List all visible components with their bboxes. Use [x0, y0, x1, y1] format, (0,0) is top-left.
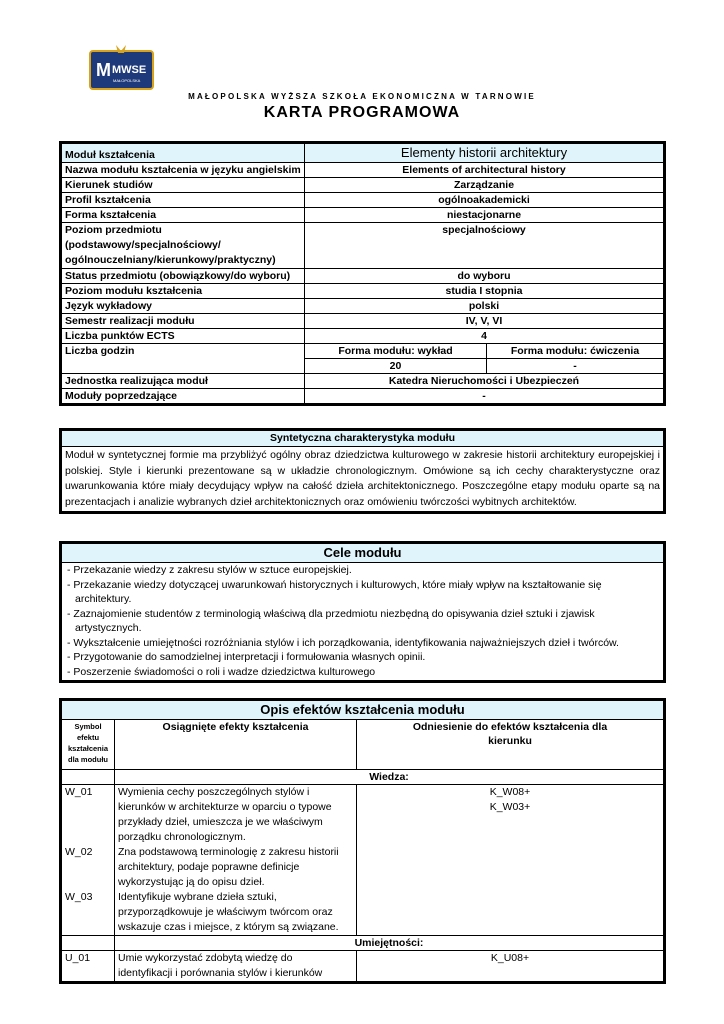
row-value: polski: [305, 299, 665, 314]
row-label: Jednostka realizująca moduł: [61, 374, 305, 389]
row-label: Poziom przedmiotu (podstawowy/specjalnościowy/ ogólnouczelniany/kierunkowy/praktyczny): [61, 223, 305, 269]
goal-item: - Wykształcenie umiejętności rozróżniania stylów i ich porządkowania, identyfikowania najważniejszych dzieł i twórców.: [67, 636, 619, 649]
profile-row: [61, 193, 665, 208]
synthetic-text: Moduł w syntetycznej formie ma przybliżyć ogólny obraz dziedzictwa kulturowego w zakresie historii architektury europejskiej i polskiej. Style i kierunki prezentowane są w układzie chronologicznym. Omówione są ich cechy charakterystyczne oraz uwarunkowania które miały decydujący wpływ na całość dzieła architektonicznego. Poszczególne etapy modułu oparte są na prezentacjach i analizie wybranych dzieł architektonicznych oraz omówieniu twórczości wybitnych architektów.: [65, 449, 660, 508]
symbol-w02: W_02: [65, 846, 93, 858]
knowledge-section-row: [61, 770, 665, 785]
goal-item: - Przygotowanie do samodzielnej interpretacji i formułowania własnych opinii.: [67, 651, 426, 663]
row-label: Język wykładowy: [61, 299, 305, 314]
row-value: IV, V, VI: [305, 314, 665, 329]
knowledge-refs: [357, 785, 665, 936]
semester-row: [61, 314, 665, 329]
row-label: Moduły poprzedzające: [61, 389, 305, 405]
school-name: MAŁOPOLSKA WYŻSZA SZKOŁA EKONOMICZNA W TARNOWIE: [188, 92, 536, 101]
effect-u01: Umie wykorzystać zdobytą wiedzę do identyfikacji i porównania stylów i kierunków: [115, 951, 357, 983]
row-label: Poziom modułu kształcenia: [61, 284, 305, 299]
english-name-row: [61, 163, 665, 178]
row-value: specjalnościowy: [305, 223, 665, 269]
knowledge-section-label: Wiedza:: [115, 770, 665, 785]
skills-section-row: [61, 936, 665, 951]
symbol-w03: W_03: [65, 891, 93, 903]
symbol-w01: W_01: [65, 786, 93, 798]
svg-text:M: M: [96, 60, 111, 80]
synthetic-title: Syntetyczna charakterystyka modułu: [62, 431, 663, 447]
row-value: Zarządzanie: [305, 178, 665, 193]
symbol-header: Symbol efektu kształcenia dla modułu: [61, 720, 115, 770]
synthetic-section: [59, 428, 666, 514]
knowledge-row: [61, 785, 665, 936]
goal-item: - Przekazanie wiedzy z zakresu stylów w sztuce europejskiej.: [67, 564, 352, 576]
row-label: Nazwa modułu kształcenia w języku angielskim: [61, 163, 305, 178]
row-label: Profil kształcenia: [61, 193, 305, 208]
lecture-form-header: Forma modułu: wykład: [305, 344, 487, 359]
module-level-row: [61, 284, 665, 299]
row-label: Forma kształcenia: [61, 208, 305, 223]
form-row: [61, 208, 665, 223]
skills-section-label: Umiejętności:: [115, 936, 665, 951]
logo-text: MWSE: [112, 64, 147, 76]
reference-header: Odniesienie do efektów kształcenia dla kierunku: [357, 720, 665, 770]
field-row: [61, 178, 665, 193]
row-value: studia I stopnia: [305, 284, 665, 299]
page-title: KARTA PROGRAMOWA: [263, 104, 461, 121]
logo-subtext: MAŁOPOLSKA: [113, 78, 141, 83]
module-label: Moduł kształcenia: [61, 143, 305, 163]
lecture-hours: 20: [305, 359, 487, 374]
row-value: Elements of architectural history: [305, 163, 665, 178]
effect-w01: Wymienia cechy poszczególnych stylów i kierunków w architekturze w oparciu o typowe przykłady dzieł, umieszcza je we właściwym porządku chronologicznym.: [118, 786, 332, 843]
row-label: Liczba punktów ECTS: [61, 329, 305, 344]
skills-row: [61, 951, 665, 983]
module-value: Elementy historii architektury: [305, 143, 665, 163]
row-value: 4: [305, 329, 665, 344]
exercise-form-header: Forma modułu: ćwiczenia: [487, 344, 665, 359]
ref-ku08: K_U08+: [357, 951, 665, 983]
effect-w03: Identyfikuje wybrane dzieła sztuki, przyporządkowuje je właściwym twórcom oraz wskazuje czas i miejsce, z którym są związane.: [118, 891, 339, 933]
effect-header: Osiągnięte efekty kształcenia: [115, 720, 357, 770]
goals-section: [59, 541, 666, 683]
effects-table: [59, 698, 666, 984]
status-row: [61, 269, 665, 284]
effects-title-row: [61, 700, 665, 720]
level-row: [61, 223, 665, 269]
knowledge-symbols: [61, 785, 115, 936]
row-label: Status przedmiotu (obowiązkowy/do wyboru): [61, 269, 305, 284]
row-value: Katedra Nieruchomości i Ubezpieczeń: [305, 374, 665, 389]
row-value: do wyboru: [305, 269, 665, 284]
row-label: Kierunek studiów: [61, 178, 305, 193]
knowledge-effects: [115, 785, 357, 936]
school-logo: [86, 43, 157, 91]
prereq-row: [61, 389, 665, 405]
row-label: Semestr realizacji modułu: [61, 314, 305, 329]
hours-label: Liczba godzin: [61, 344, 305, 374]
ref-kw03: K_W03+: [489, 801, 531, 813]
module-row: [61, 143, 665, 163]
ref-kw08: K_W08+: [489, 786, 531, 798]
goal-item: - Zaznajomienie studentów z terminologią właściwą dla przedmiotu niezbędną do opisywania dzieł sztuki i zjawisk artystycznych.: [67, 607, 595, 634]
hours-row: [61, 344, 665, 359]
module-info-table: [59, 141, 666, 406]
row-value: -: [305, 389, 665, 405]
goals-list: [62, 563, 663, 680]
language-row: [61, 299, 665, 314]
goal-item: - Poszerzenie świadomości o roli i wadze dziedzictwa kulturowego: [67, 665, 376, 678]
effects-title: Opis efektów kształcenia modułu: [61, 700, 665, 720]
exercise-hours: -: [487, 359, 665, 374]
effects-header-row: [61, 720, 665, 770]
goal-item: - Przekazanie wiedzy dotyczącej uwarunkowań historycznych i kulturowych, które miały wpływ na kształtowanie się architektury.: [67, 578, 602, 605]
symbol-u01: U_01: [61, 951, 115, 983]
effect-w02: Zna podstawową terminologię z zakresu historii architektury, podaje poprawne definicje wykorzystując ją do opisu dzieł.: [118, 846, 339, 888]
ects-row: [61, 329, 665, 344]
goals-title: Cele modułu: [62, 544, 663, 563]
unit-row: [61, 374, 665, 389]
row-value: niestacjonarne: [305, 208, 665, 223]
row-value: ogólnoakademicki: [305, 193, 665, 208]
